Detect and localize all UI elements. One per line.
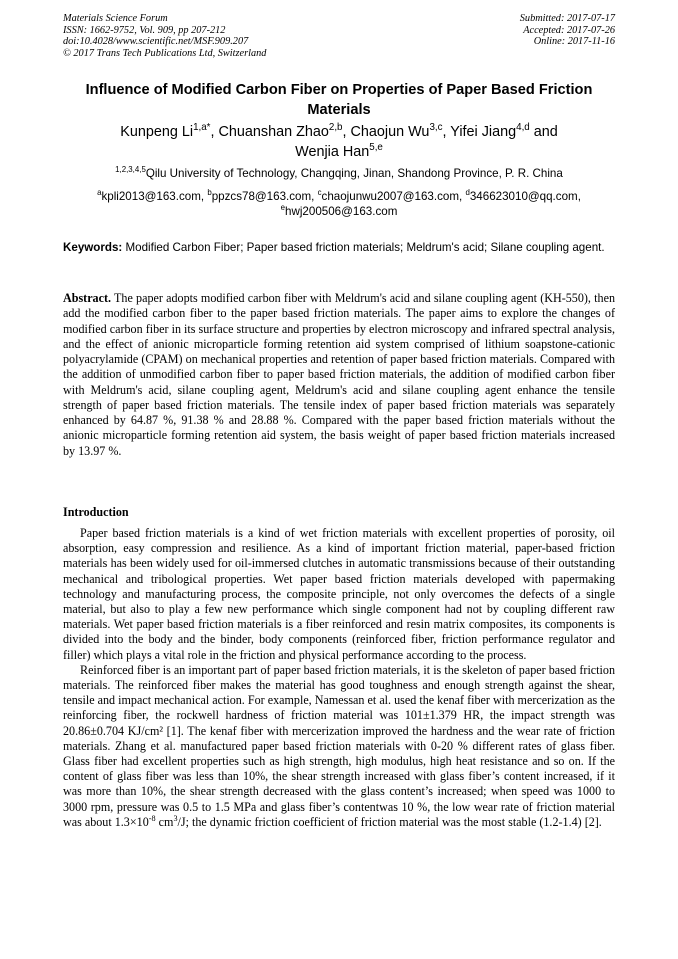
keywords-text: Modified Carbon Fiber; Paper based friction materials; Meldrum's acid; Silane coupling agent. — [122, 241, 605, 254]
author-name: Chaojun Wu — [350, 124, 430, 140]
keywords-label: Keywords: — [63, 241, 123, 254]
exponent: -8 — [148, 813, 156, 823]
journal-info — [63, 13, 266, 59]
email-sup: c — [317, 188, 322, 198]
email-separator: , — [459, 190, 466, 203]
introduction-body — [63, 526, 615, 830]
email-sup: d — [465, 188, 470, 198]
paragraph-text: Reinforced fiber is an important part of paper based friction materials, it is the skeleton of paper based friction materials. The reinforced fiber makes the material has good toughness and enough strength against the shear, tensile and impact mechanical action. For example, Namessan et al. used the kenaf fiber with mercerization as the reinforcing fiber, the rockwell hardness of friction material was 101±1.379 HR, the impact strength was 20.86±0.704 KJ/cm² [1]. The kenaf fiber with mercerization improved the hardness and the wear rate of friction materials. Zhang et al. manufactured paper based friction materials with 0-20 % different rates of glass fiber. Glass fiber had excellent properties such as high strength, high modulus, high heat resistance and so on. If the content of glass fiber was less than 10%, the shear strength increased with glass fiber’s content increased, if it was more than 10%, the shear strength decreased with the glass content’s increased; when speed was 1000 to 3000 rpm, pressure was 0.5 to 1.5 MPa and glass fiber’s contentwas 10 %, the low wear rate of friction material was about 1.3×10 — [63, 662, 615, 829]
email-sup: b — [207, 188, 212, 198]
author-separator: , — [342, 124, 351, 140]
email-sup: a — [97, 188, 102, 198]
submitted-date: Submitted: 2017-07-17 — [519, 13, 615, 24]
email-address[interactable]: ppzcs78@163.com — [211, 190, 312, 203]
paragraph: Paper based friction materials is a kind of wet friction materials with excellent properties of porosity, oil absorption, easy compression and resilience. As a kind of important friction material, paper-based friction materials has been widely used for oil-immersed clutches in automatic transmissions because of their outstanding mechanical and tribological properties. Wet paper based friction materials developed with papermaking technology and manufacturing process, the composite principle, not only overcomes the defects of a single material, but also to play a few new performance which single component had not by coupling different raw materials. Wet paper based friction materials is a fiber reinforced and resin matrix composites, its components is divided into the body and the binder, body components (reinforced fiber, friction performance regulator and filler) which plays a vital role in the friction and physical performance according to the process. — [63, 526, 615, 662]
affiliation-sup: 1,2,3,4,5 — [115, 165, 146, 175]
introduction-heading: Introduction — [63, 505, 129, 519]
affiliation — [63, 166, 615, 181]
issn-line: ISSN: 1662-9752, Vol. 909, pp 207-212 — [63, 24, 226, 36]
author-name: Kunpeng Li — [120, 124, 194, 140]
dates-info — [520, 13, 615, 48]
abstract-text: The paper adopts modified carbon fiber with Meldrum's acid and silane coupling agent (KH-550), then add the modified carbon fiber to the paper based friction materials. The paper aims to explore the changes of modified carbon fiber in its surface structure and properties by electron microscopy and infrared spectral analysis, and the effect of anionic microparticle forming retention aid system comprised of lithium soapstone-cationic polyacrylamide (CPAM) on mechanical properties and retention of paper based friction materials. Compared with the addition of unmodified carbon fiber to paper based friction materials, the addition of modified carbon fiber with Meldrum's acid, silane coupling agent, Meldrum's acid and silane coupling agent enhance the tensile strength of paper based friction materials. The tensile index of paper based friction materials was separately enhanced by 64.87 %, 91.38 % and 28.88 %. Compared with the paper based friction materials without the anionic microparticle forming retention aid system, the basis weight of paper based friction materials increased by 13.97 %. — [63, 291, 615, 458]
email-sup: e — [280, 203, 286, 213]
author-list — [63, 122, 615, 162]
author-name: Wenjia Han — [295, 144, 370, 160]
author-separator: , — [210, 124, 219, 140]
email-separator: , — [577, 190, 581, 203]
author-name: Chuanshan Zhao — [218, 124, 329, 140]
author-affil-sup: 5,e — [369, 142, 383, 154]
author-affil-sup: 3,c — [429, 122, 443, 134]
author-separator: , — [442, 124, 451, 140]
author-affil-sup: 2,b — [328, 122, 343, 134]
affiliation-text: Qilu University of Technology, Changqing, Jinan, Shandong Province, P. R. China — [145, 167, 563, 180]
doi-line: doi:10.4028/www.scientific.net/MSF.909.207 — [63, 36, 249, 48]
author-separator: and — [529, 124, 558, 140]
paragraph-text: cm — [155, 814, 174, 829]
exponent: 3 — [173, 813, 178, 823]
email-address[interactable]: hwj200506@163.com — [285, 205, 398, 218]
author-name: Yifei Jiang — [450, 124, 517, 140]
online-date: Online: 2017-11-16 — [533, 36, 615, 48]
paper-title: Influence of Modified Carbon Fiber on Properties of Paper Based Friction Materials — [85, 82, 593, 118]
email-address[interactable]: 346623010@qq.com — [469, 190, 578, 203]
paragraph-text: /J; the dynamic friction coefficient of friction material was the most stable (1.2-1.4) [2]. — [177, 814, 602, 829]
email-list — [63, 189, 615, 219]
paragraph — [63, 663, 615, 830]
email-address[interactable]: kpli2013@163.com — [101, 190, 201, 203]
email-separator: , — [200, 190, 208, 203]
email-address[interactable]: chaojunwu2007@163.com — [321, 190, 460, 203]
keywords-section — [63, 240, 615, 255]
abstract-label: Abstract. — [63, 291, 112, 305]
author-affil-sup: 4,d — [516, 122, 530, 134]
journal-name: Materials Science Forum — [63, 13, 168, 24]
email-separator: , — [311, 190, 318, 203]
author-affil-sup: 1,a* — [193, 122, 211, 134]
accepted-date: Accepted: 2017-07-26 — [523, 24, 615, 36]
abstract-section — [63, 291, 615, 459]
copyright-line: © 2017 Trans Tech Publications Ltd, Switzerland — [63, 47, 267, 59]
